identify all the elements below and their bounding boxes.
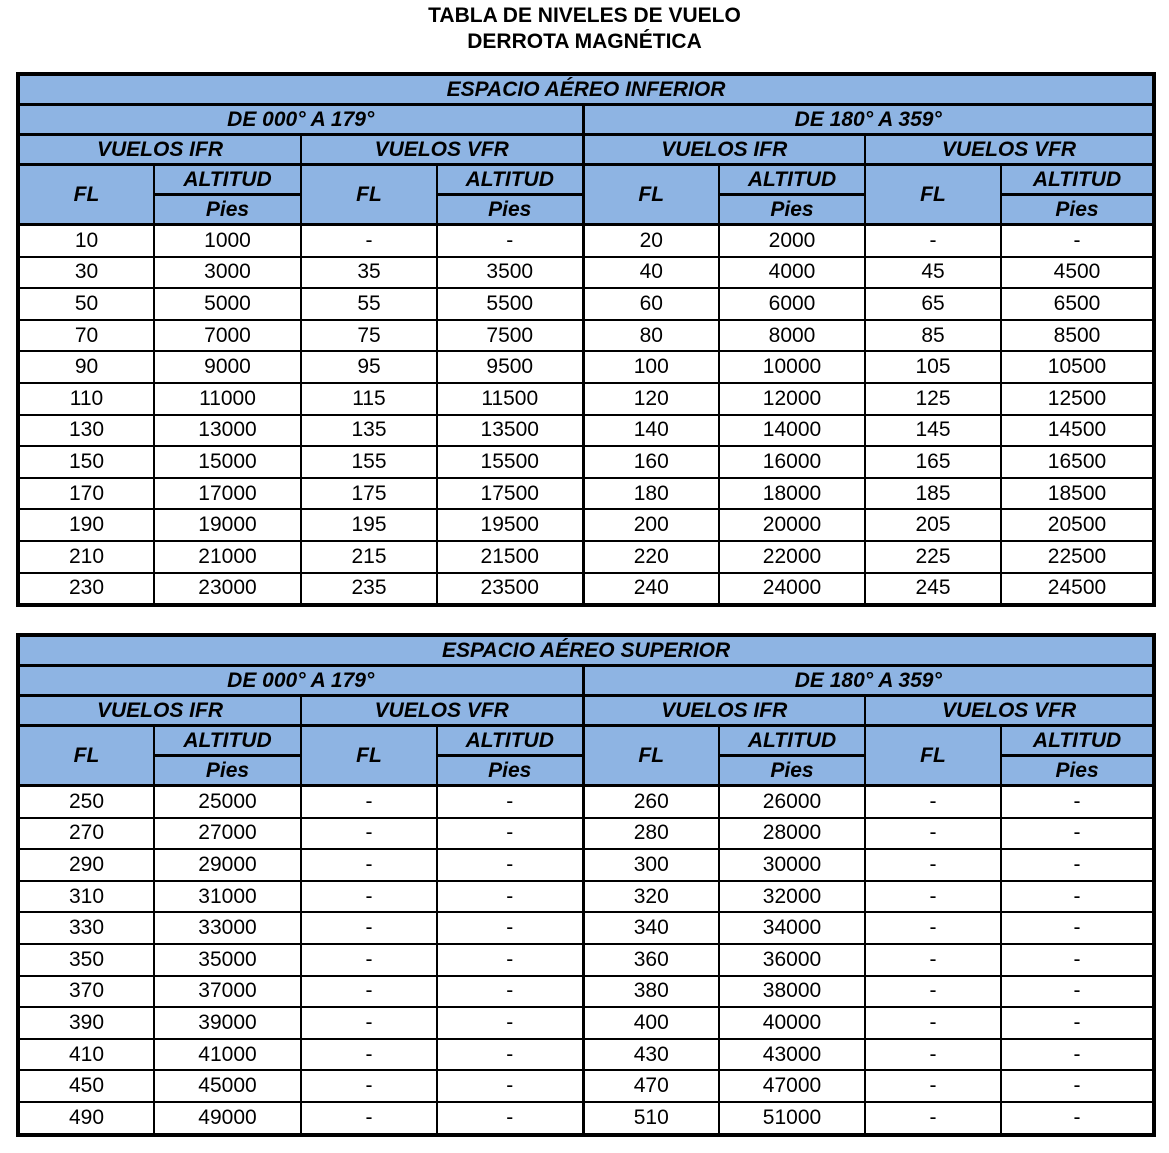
table-cell: - [865,786,1001,818]
table-cell: 6500 [1001,288,1154,320]
table-cell: - [437,849,583,881]
table-cell: 380 [583,976,719,1008]
altitud-header: ALTITUD [437,726,583,756]
table-row [18,383,1154,415]
table-row [18,976,1154,1008]
table-cell: - [1001,818,1154,850]
table-cell: - [1001,944,1154,976]
table-cell: 140 [583,415,719,447]
table-row [18,478,1154,510]
table-section-title: ESPACIO AÉREO INFERIOR [18,74,1154,105]
table-cell: 7500 [437,320,583,352]
table-cell: - [301,881,437,913]
fl-header: FL [865,165,1001,225]
table-cell: 85 [865,320,1001,352]
table-cell: - [301,849,437,881]
table-cell: 22500 [1001,541,1154,573]
table-cell: 280 [583,818,719,850]
table-cell: - [865,912,1001,944]
table-cell: - [437,225,583,257]
ifr-header: VUELOS IFR [583,135,865,165]
ifr-header: VUELOS IFR [18,696,301,726]
table-cell: - [865,944,1001,976]
table-cell: 400 [583,1007,719,1039]
table-row [18,1039,1154,1071]
table-cell: 4500 [1001,257,1154,289]
table-cell: - [1001,786,1154,818]
table-cell: 510 [583,1102,719,1135]
table-cell: 205 [865,509,1001,541]
table-cell: 490 [18,1102,154,1135]
table-cell: - [437,1007,583,1039]
table-row [18,320,1154,352]
vfr-header: VUELOS VFR [301,696,583,726]
table-cell: 38000 [719,976,865,1008]
table-cell: 450 [18,1070,154,1102]
table-cell: 25000 [154,786,301,818]
table-cell: - [301,1007,437,1039]
table-row [18,288,1154,320]
pies-header: Pies [437,756,583,786]
table-cell: 55 [301,288,437,320]
vfr-header: VUELOS VFR [865,135,1154,165]
table-cell: 130 [18,415,154,447]
direction-header-east: DE 000° A 179° [18,666,583,696]
altitud-header: ALTITUD [719,165,865,195]
table-cell: 6000 [719,288,865,320]
table-cell: - [301,1039,437,1071]
table-cell: 135 [301,415,437,447]
table-cell: - [437,1070,583,1102]
table-row [18,415,1154,447]
ifr-header: VUELOS IFR [18,135,301,165]
table-cell: 150 [18,446,154,478]
table-body [18,74,1154,605]
table-cell: 245 [865,573,1001,606]
table-cell: 225 [865,541,1001,573]
table-cell: - [301,786,437,818]
table-cell: - [1001,1102,1154,1135]
table-cell: 105 [865,351,1001,383]
table-row [18,541,1154,573]
fl-header: FL [865,726,1001,786]
table-cell: 5500 [437,288,583,320]
table-cell: 7000 [154,320,301,352]
altitud-header: ALTITUD [154,165,301,195]
document-subtitle: DERROTA MAGNÉTICA [467,30,702,53]
table-row [18,849,1154,881]
table-cell: 320 [583,881,719,913]
table-cell: 17000 [154,478,301,510]
fl-header: FL [18,165,154,225]
table-cell: 31000 [154,881,301,913]
table-cell: 190 [18,509,154,541]
table-cell: 20500 [1001,509,1154,541]
table-cell: 32000 [719,881,865,913]
table-cell: 165 [865,446,1001,478]
table-cell: 10000 [719,351,865,383]
table-cell: 43000 [719,1039,865,1071]
table-cell: 49000 [154,1102,301,1135]
table-cell: - [865,881,1001,913]
table-cell: 200 [583,509,719,541]
table-cell: 170 [18,478,154,510]
table-cell: 37000 [154,976,301,1008]
table-cell: 28000 [719,818,865,850]
fl-header: FL [583,726,719,786]
table-row [18,225,1154,257]
table-cell: 47000 [719,1070,865,1102]
fl-header: FL [18,726,154,786]
table-cell: 12000 [719,383,865,415]
table-cell: - [437,1039,583,1071]
table-cell: 40000 [719,1007,865,1039]
table-cell: 33000 [154,912,301,944]
table-cell: - [1001,1007,1154,1039]
table-cell: - [301,225,437,257]
table-cell: 18500 [1001,478,1154,510]
table-cell: 100 [583,351,719,383]
table-cell: - [437,818,583,850]
table-cell: 19000 [154,509,301,541]
table-cell: 90 [18,351,154,383]
table-cell: - [437,912,583,944]
table-cell: 175 [301,478,437,510]
table-row [18,1102,1154,1135]
table-cell: 185 [865,478,1001,510]
table-cell: - [1001,1039,1154,1071]
table-cell: 120 [583,383,719,415]
table-cell: 16500 [1001,446,1154,478]
direction-header-west: DE 180° A 359° [583,105,1154,135]
table-cell: 35 [301,257,437,289]
table-cell: 13000 [154,415,301,447]
table-cell: 125 [865,383,1001,415]
document-title: TABLA DE NIVELES DE VUELO [428,4,741,27]
table-cell: 9000 [154,351,301,383]
table-cell: 17500 [437,478,583,510]
table-cell: 470 [583,1070,719,1102]
table-cell: 18000 [719,478,865,510]
table-cell: 30000 [719,849,865,881]
table-cell: 1000 [154,225,301,257]
altitud-header: ALTITUD [154,726,301,756]
table-cell: - [865,976,1001,1008]
table-cell: 155 [301,446,437,478]
table-cell: 29000 [154,849,301,881]
table-cell: - [865,818,1001,850]
table-cell: 22000 [719,541,865,573]
table-cell: 195 [301,509,437,541]
table-cell: - [301,944,437,976]
table-cell: - [437,786,583,818]
table-cell: 75 [301,320,437,352]
table-cell: 390 [18,1007,154,1039]
table-cell: 110 [18,383,154,415]
table-cell: 290 [18,849,154,881]
table-cell: 41000 [154,1039,301,1071]
table-cell: 34000 [719,912,865,944]
table-cell: - [865,1039,1001,1071]
table-row [18,351,1154,383]
table-cell: 24000 [719,573,865,606]
table-cell: - [301,1102,437,1135]
table-cell: 8000 [719,320,865,352]
direction-header-east: DE 000° A 179° [18,105,583,135]
table-cell: 13500 [437,415,583,447]
table-cell: 40 [583,257,719,289]
table-cell: 310 [18,881,154,913]
table-cell: 39000 [154,1007,301,1039]
table-cell: 5000 [154,288,301,320]
table-row [18,1007,1154,1039]
table-cell: 35000 [154,944,301,976]
table-row [18,912,1154,944]
table-cell: - [301,976,437,1008]
vfr-header: VUELOS VFR [301,135,583,165]
table-cell: 340 [583,912,719,944]
table-cell: 27000 [154,818,301,850]
table-cell: - [865,1102,1001,1135]
table-cell: 15500 [437,446,583,478]
table-row [18,786,1154,818]
vfr-header: VUELOS VFR [865,696,1154,726]
table-cell: 60 [583,288,719,320]
table-cell: 260 [583,786,719,818]
table-cell: 115 [301,383,437,415]
table-row [18,944,1154,976]
table-cell: 45000 [154,1070,301,1102]
table-row [18,257,1154,289]
table-row [18,446,1154,478]
table-cell: - [437,944,583,976]
fl-header: FL [583,165,719,225]
table-cell: 70 [18,320,154,352]
altitud-header: ALTITUD [437,165,583,195]
table-cell: - [1001,849,1154,881]
table-cell: 95 [301,351,437,383]
table-cell: 50 [18,288,154,320]
table-cell: - [865,1007,1001,1039]
table-cell: - [437,881,583,913]
table-cell: - [1001,976,1154,1008]
table-cell: - [301,1070,437,1102]
table-cell: 20000 [719,509,865,541]
table-cell: 350 [18,944,154,976]
altitud-header: ALTITUD [1001,726,1154,756]
table-row [18,881,1154,913]
table-cell: - [437,976,583,1008]
table-cell: 235 [301,573,437,606]
table-body [18,635,1154,1135]
pies-header: Pies [154,195,301,225]
table-row [18,509,1154,541]
table-cell: 240 [583,573,719,606]
table-cell: 3000 [154,257,301,289]
table-cell: 11500 [437,383,583,415]
direction-header-west: DE 180° A 359° [583,666,1154,696]
table-cell: - [1001,225,1154,257]
table-cell: 19500 [437,509,583,541]
table-cell: 2000 [719,225,865,257]
table-cell: 12500 [1001,383,1154,415]
table-cell: 21000 [154,541,301,573]
table-cell: - [301,912,437,944]
table-row [18,818,1154,850]
pies-header: Pies [154,756,301,786]
table-cell: 51000 [719,1102,865,1135]
table-cell: 9500 [437,351,583,383]
table-cell: 14500 [1001,415,1154,447]
table-cell: - [1001,912,1154,944]
table-cell: - [865,1070,1001,1102]
table-cell: 180 [583,478,719,510]
pies-header: Pies [437,195,583,225]
table-cell: 270 [18,818,154,850]
table-cell: 26000 [719,786,865,818]
table-cell: 330 [18,912,154,944]
table-cell: 370 [18,976,154,1008]
table-espacio-aereo-superior [16,633,1156,1137]
table-cell: - [301,818,437,850]
ifr-header: VUELOS IFR [583,696,865,726]
table-cell: 20 [583,225,719,257]
table-cell: 10 [18,225,154,257]
table-cell: 16000 [719,446,865,478]
table-cell: 8500 [1001,320,1154,352]
table-cell: 14000 [719,415,865,447]
table-cell: 220 [583,541,719,573]
table-cell: 145 [865,415,1001,447]
pies-header: Pies [1001,756,1154,786]
table-cell: 11000 [154,383,301,415]
table-cell: - [865,225,1001,257]
table-row [18,1070,1154,1102]
altitud-header: ALTITUD [1001,165,1154,195]
pies-header: Pies [1001,195,1154,225]
table-cell: 215 [301,541,437,573]
table-cell: 30 [18,257,154,289]
table-cell: - [1001,1070,1154,1102]
table-cell: 23000 [154,573,301,606]
table-cell: - [1001,881,1154,913]
table-row [18,573,1154,606]
table-cell: 45 [865,257,1001,289]
table-cell: 160 [583,446,719,478]
fl-header: FL [301,726,437,786]
table-cell: 430 [583,1039,719,1071]
table-cell: 3500 [437,257,583,289]
table-cell: 80 [583,320,719,352]
table-cell: 300 [583,849,719,881]
table-cell: 23500 [437,573,583,606]
table-cell: 24500 [1001,573,1154,606]
table-cell: 250 [18,786,154,818]
table-cell: 4000 [719,257,865,289]
table-cell: - [437,1102,583,1135]
table-cell: 36000 [719,944,865,976]
table-cell: 210 [18,541,154,573]
table-cell: 10500 [1001,351,1154,383]
table-cell: 230 [18,573,154,606]
table-cell: 15000 [154,446,301,478]
table-cell: - [865,849,1001,881]
table-cell: 360 [583,944,719,976]
table-espacio-aereo-inferior [16,72,1156,607]
fl-header: FL [301,165,437,225]
table-cell: 410 [18,1039,154,1071]
table-cell: 21500 [437,541,583,573]
pies-header: Pies [719,195,865,225]
table-cell: 65 [865,288,1001,320]
altitud-header: ALTITUD [719,726,865,756]
pies-header: Pies [719,756,865,786]
table-section-title: ESPACIO AÉREO SUPERIOR [18,635,1154,666]
